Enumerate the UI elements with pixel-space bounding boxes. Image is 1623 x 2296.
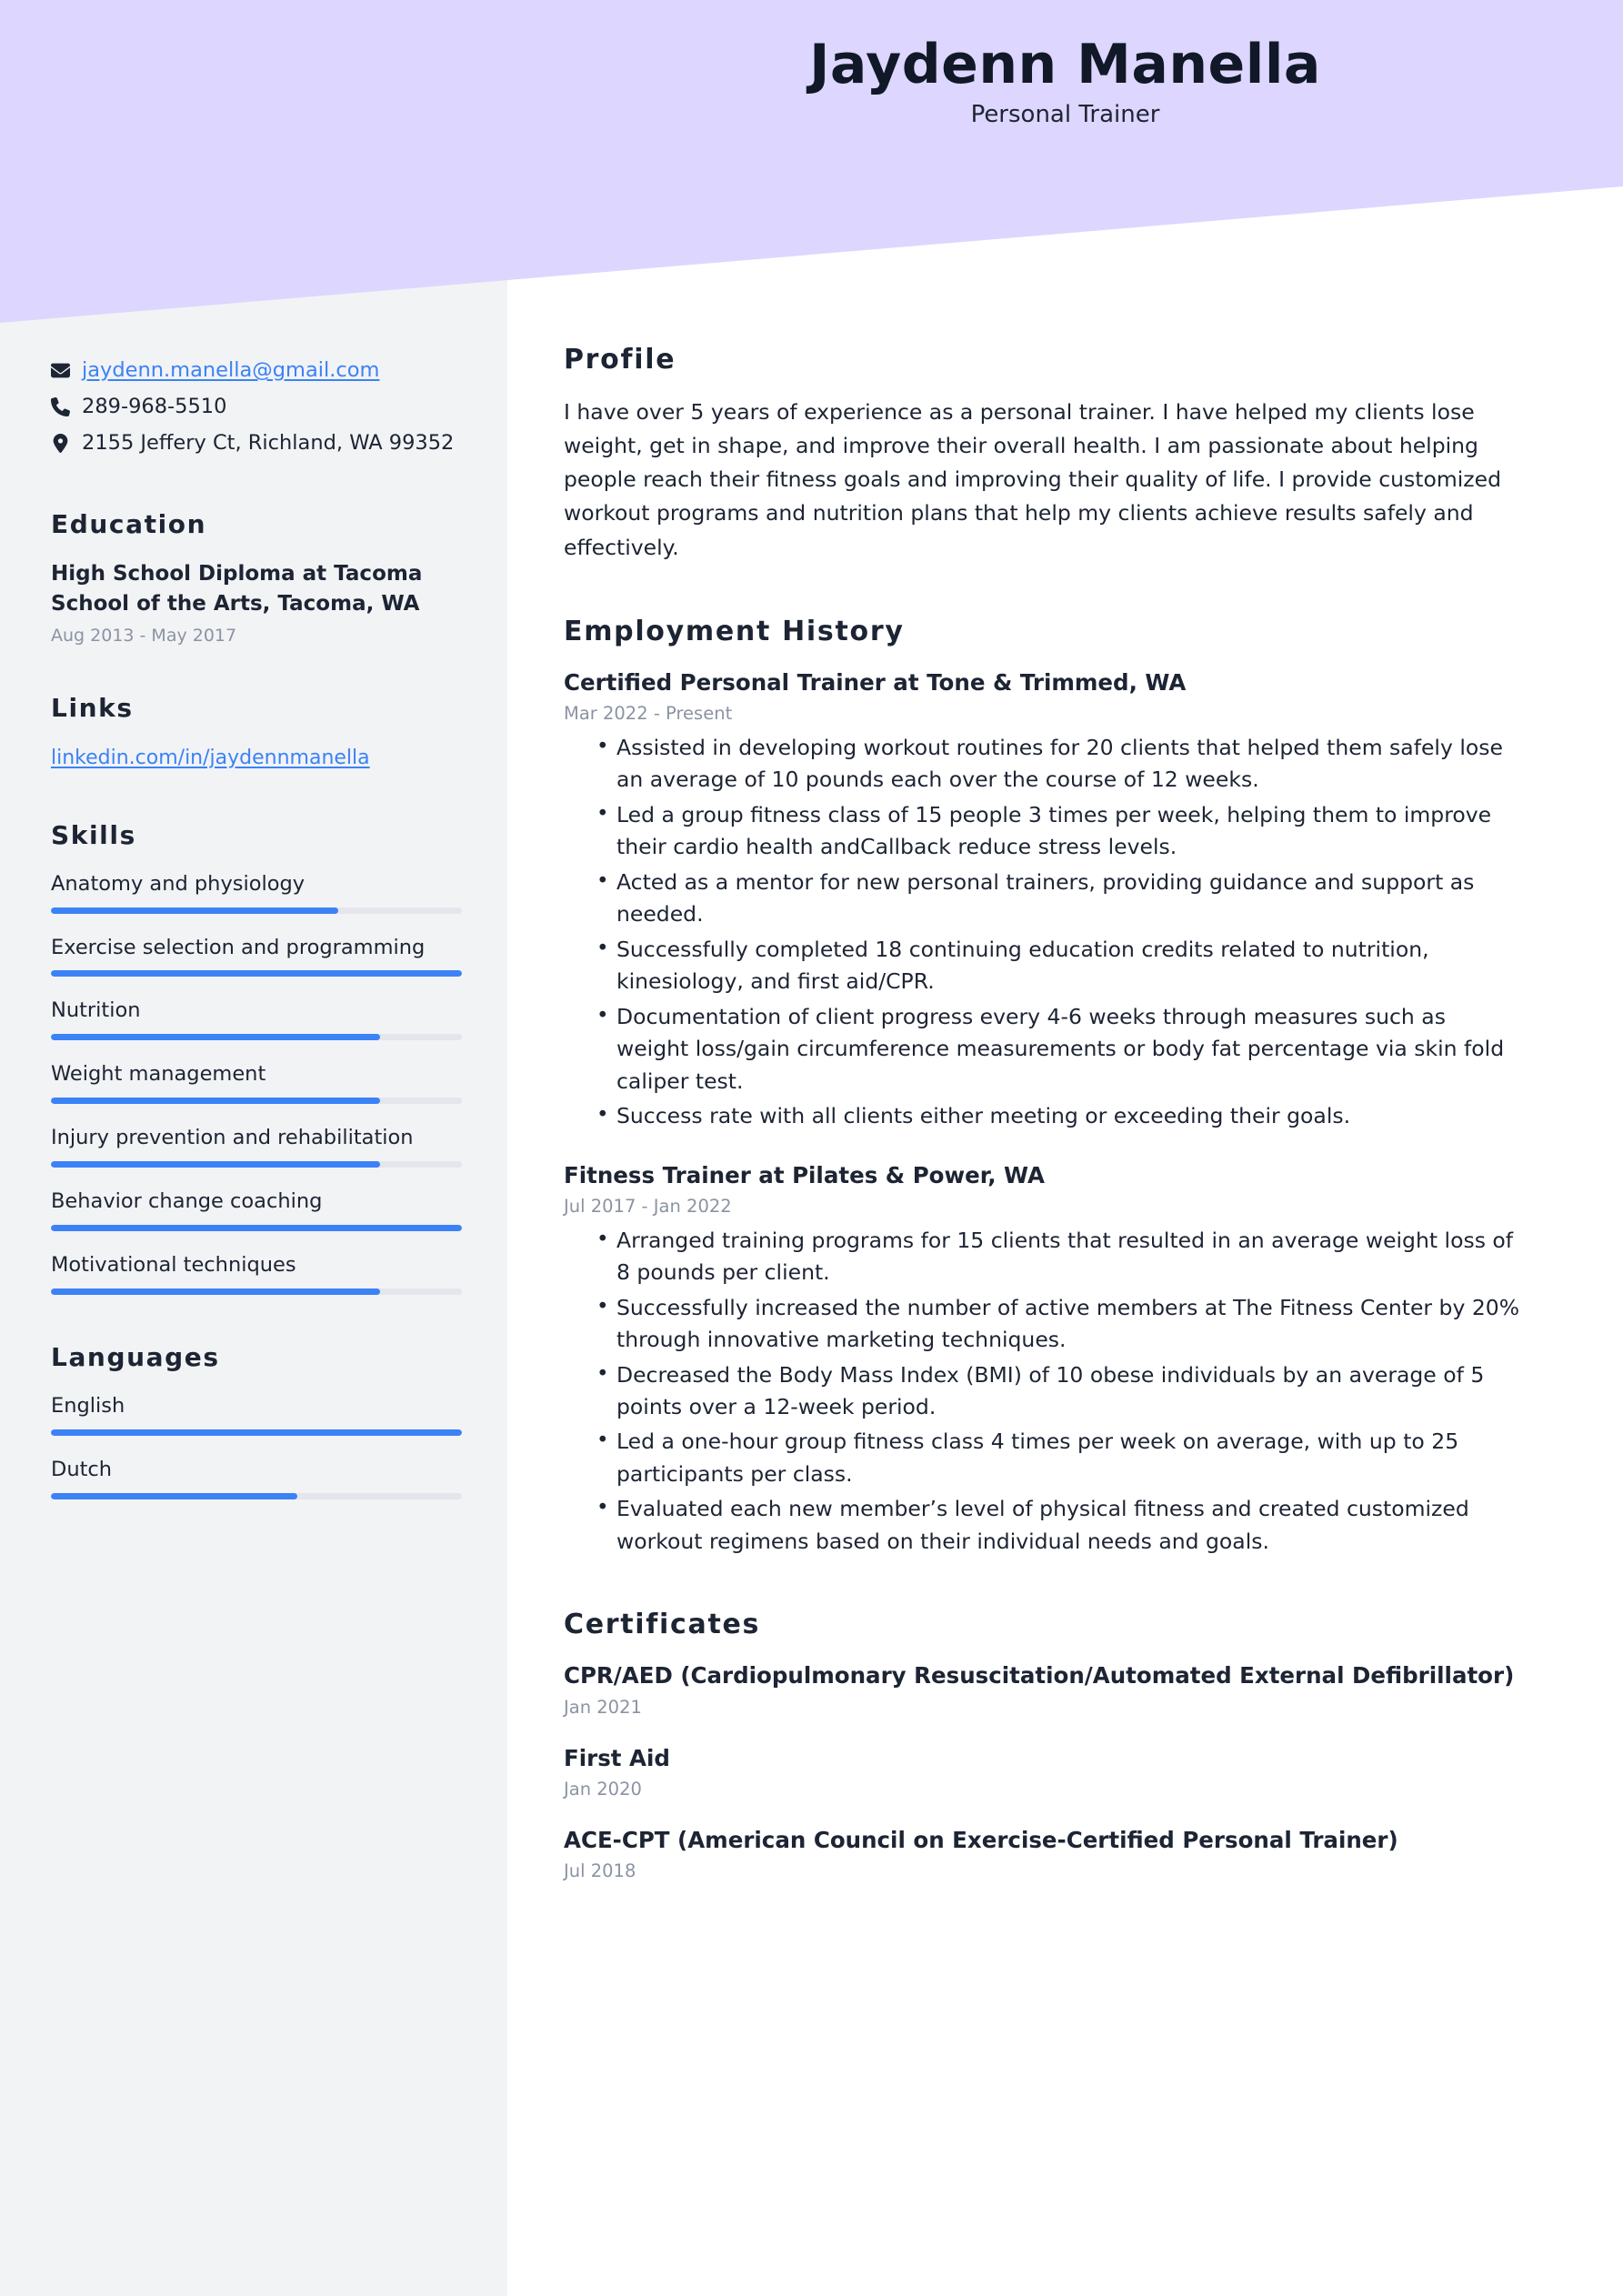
candidate-job-title: Personal Trainer <box>970 101 1160 129</box>
job-title: Certified Personal Trainer at Tone & Trimmed, WA <box>564 668 1187 696</box>
skill-bar-track <box>51 1225 462 1231</box>
employment-heading: Employment History <box>564 615 905 647</box>
certificate-title: CPR/AED (Cardiopulmonary Resuscitation/Automated External Defibrillator) <box>564 1662 1515 1689</box>
language-bar-fill <box>51 1493 297 1499</box>
job-date: Mar 2022 - Present <box>564 702 733 724</box>
contact-row-email <box>51 356 462 386</box>
phone-icon <box>51 393 82 416</box>
skill-item <box>51 997 462 1040</box>
skill-bar-track <box>51 1161 462 1168</box>
skill-label: Injury prevention and rehabilitation <box>51 1126 414 1150</box>
skill-item <box>51 934 462 978</box>
profile-text: I have over 5 years of experience as a personal trainer. I have helped my clients lose weight, get in shape, and improve their overall health. I am passionate about helping people reach their fitness goals and improving their quality of life. I provide customized workout programs and nutrition plans that help my clients achieve results safely and effectively. <box>564 399 1502 560</box>
languages-section <box>51 1342 462 1499</box>
certificates-section <box>564 1609 1523 1881</box>
profile-section <box>564 344 1523 565</box>
job-bullet: • Success rate with all clients either meeting or exceeding their goals. <box>596 1100 1523 1132</box>
certificate-date: Jan 2020 <box>564 1779 642 1800</box>
job-bullet: • Evaluated each new member’s level of physical fitness and created customized workout regimens based on their individual needs and goals. <box>596 1493 1523 1558</box>
job-bullet: • Led a group fitness class of 15 people 3 times per week, helping them to improve their cardio health andCallback reduce stress levels. <box>596 799 1523 864</box>
skill-item <box>51 1251 462 1295</box>
skill-label: Nutrition <box>51 998 141 1023</box>
skill-label: Motivational techniques <box>51 1253 296 1278</box>
header-text-block <box>507 35 1623 128</box>
address-text: 2155 Jeffery Ct, Richland, WA 99352 <box>82 430 455 455</box>
job-bullet: • Acted as a mentor for new personal trainers, providing guidance and support as needed. <box>596 867 1523 931</box>
skills-heading: Skills <box>51 819 136 850</box>
candidate-name: Jaydenn Manella <box>809 33 1321 96</box>
email-link[interactable]: jaydenn.manella@gmail.com <box>82 358 380 382</box>
job-entry <box>564 667 1523 1133</box>
language-item <box>51 1392 462 1436</box>
skill-bar-fill <box>51 1098 380 1104</box>
job-bullet: • Arranged training programs for 15 clients that resulted in an average weight loss of 8 pounds per client. <box>596 1225 1523 1289</box>
languages-list <box>51 1392 462 1499</box>
education-heading: Education <box>51 508 207 539</box>
language-bar-track <box>51 1429 462 1436</box>
skill-bar-track <box>51 1288 462 1295</box>
job-bullet: • Successfully increased the number of active members at The Fitness Center by 20% through innovative marketing techniques. <box>596 1292 1523 1357</box>
certificate-entry <box>564 1660 1523 1717</box>
skill-bar-fill <box>51 1034 380 1040</box>
employment-section <box>564 616 1523 1559</box>
languages-heading: Languages <box>51 1342 220 1373</box>
skill-bar-fill <box>51 1225 462 1231</box>
main-content <box>507 0 1623 2296</box>
skill-bar-fill <box>51 1161 380 1168</box>
skill-label: Exercise selection and programming <box>51 935 426 959</box>
envelope-icon <box>51 356 82 380</box>
certificate-date: Jul 2018 <box>564 1860 636 1882</box>
certificate-title: ACE-CPT (American Council on Exercise-Certified Personal Trainer) <box>564 1827 1398 1854</box>
skill-bar-track <box>51 970 462 977</box>
location-pin-icon <box>51 429 82 453</box>
skills-section <box>51 820 462 1296</box>
certificates-heading: Certificates <box>564 1609 761 1641</box>
skill-item <box>51 1188 462 1231</box>
skill-bar-fill <box>51 907 338 914</box>
links-heading: Links <box>51 692 134 723</box>
language-label: English <box>51 1394 125 1419</box>
education-entry-date: Aug 2013 - May 2017 <box>51 625 237 646</box>
job-bullet: • Assisted in developing workout routines for 20 clients that helped them safely lose an average of 10 pounds each over the course of 12 weeks. <box>596 732 1523 797</box>
link-item[interactable] <box>51 743 462 773</box>
skill-bar-fill <box>51 1288 380 1295</box>
links-section <box>51 693 462 773</box>
email-text[interactable] <box>82 356 379 386</box>
language-label: Dutch <box>51 1458 113 1482</box>
language-bar-track <box>51 1493 462 1499</box>
job-bullet: • Documentation of client progress every 4-6 weeks through measures such as weight loss/gain circumference measurements or body fat percentage via skin fold caliper test. <box>596 1001 1523 1098</box>
skill-bar-fill <box>51 970 462 977</box>
education-entry <box>51 559 462 646</box>
skill-item <box>51 1124 462 1168</box>
job-date: Jul 2017 - Jan 2022 <box>564 1195 732 1217</box>
job-bullets <box>564 732 1523 1133</box>
education-entry-title: High School Diploma at Tacoma School of the Arts, Tacoma, WA <box>51 561 423 616</box>
job-bullet: • Successfully completed 18 continuing education credits related to nutrition, kinesiology, and first aid/CPR. <box>596 934 1523 998</box>
skill-bar-track <box>51 1034 462 1040</box>
language-item <box>51 1456 462 1499</box>
skill-label: Anatomy and physiology <box>51 871 306 896</box>
skill-item <box>51 1060 462 1104</box>
skill-label: Behavior change coaching <box>51 1189 323 1214</box>
sidebar <box>0 0 507 2296</box>
skill-label: Weight management <box>51 1062 266 1087</box>
profile-heading: Profile <box>564 344 676 376</box>
job-title: Fitness Trainer at Pilates & Power, WA <box>564 1161 1045 1188</box>
job-entry <box>564 1160 1523 1559</box>
certificate-entry <box>564 1743 1523 1800</box>
certificate-date: Jan 2021 <box>564 1696 642 1718</box>
language-bar-fill <box>51 1429 462 1436</box>
job-bullets <box>564 1225 1523 1559</box>
certificate-entry <box>564 1825 1523 1881</box>
job-bullet: • Decreased the Body Mass Index (BMI) of 10 obese individuals by an average of 5 points over a 12-week period. <box>596 1359 1523 1424</box>
certificate-title: First Aid <box>564 1744 670 1771</box>
phone-text: 289-968-5510 <box>82 394 227 418</box>
contact-list <box>51 356 462 458</box>
contact-row-phone <box>51 393 462 422</box>
skill-item <box>51 870 462 914</box>
education-section <box>51 509 462 646</box>
job-bullet: • Led a one-hour group fitness class 4 times per week on average, with up to 25 participants per class. <box>596 1426 1523 1490</box>
linkedin-link[interactable]: linkedin.com/in/jaydennmanella <box>51 746 370 769</box>
skill-bar-track <box>51 1098 462 1104</box>
skill-bar-track <box>51 907 462 914</box>
contact-row-address <box>51 429 462 458</box>
skills-list <box>51 870 462 1296</box>
